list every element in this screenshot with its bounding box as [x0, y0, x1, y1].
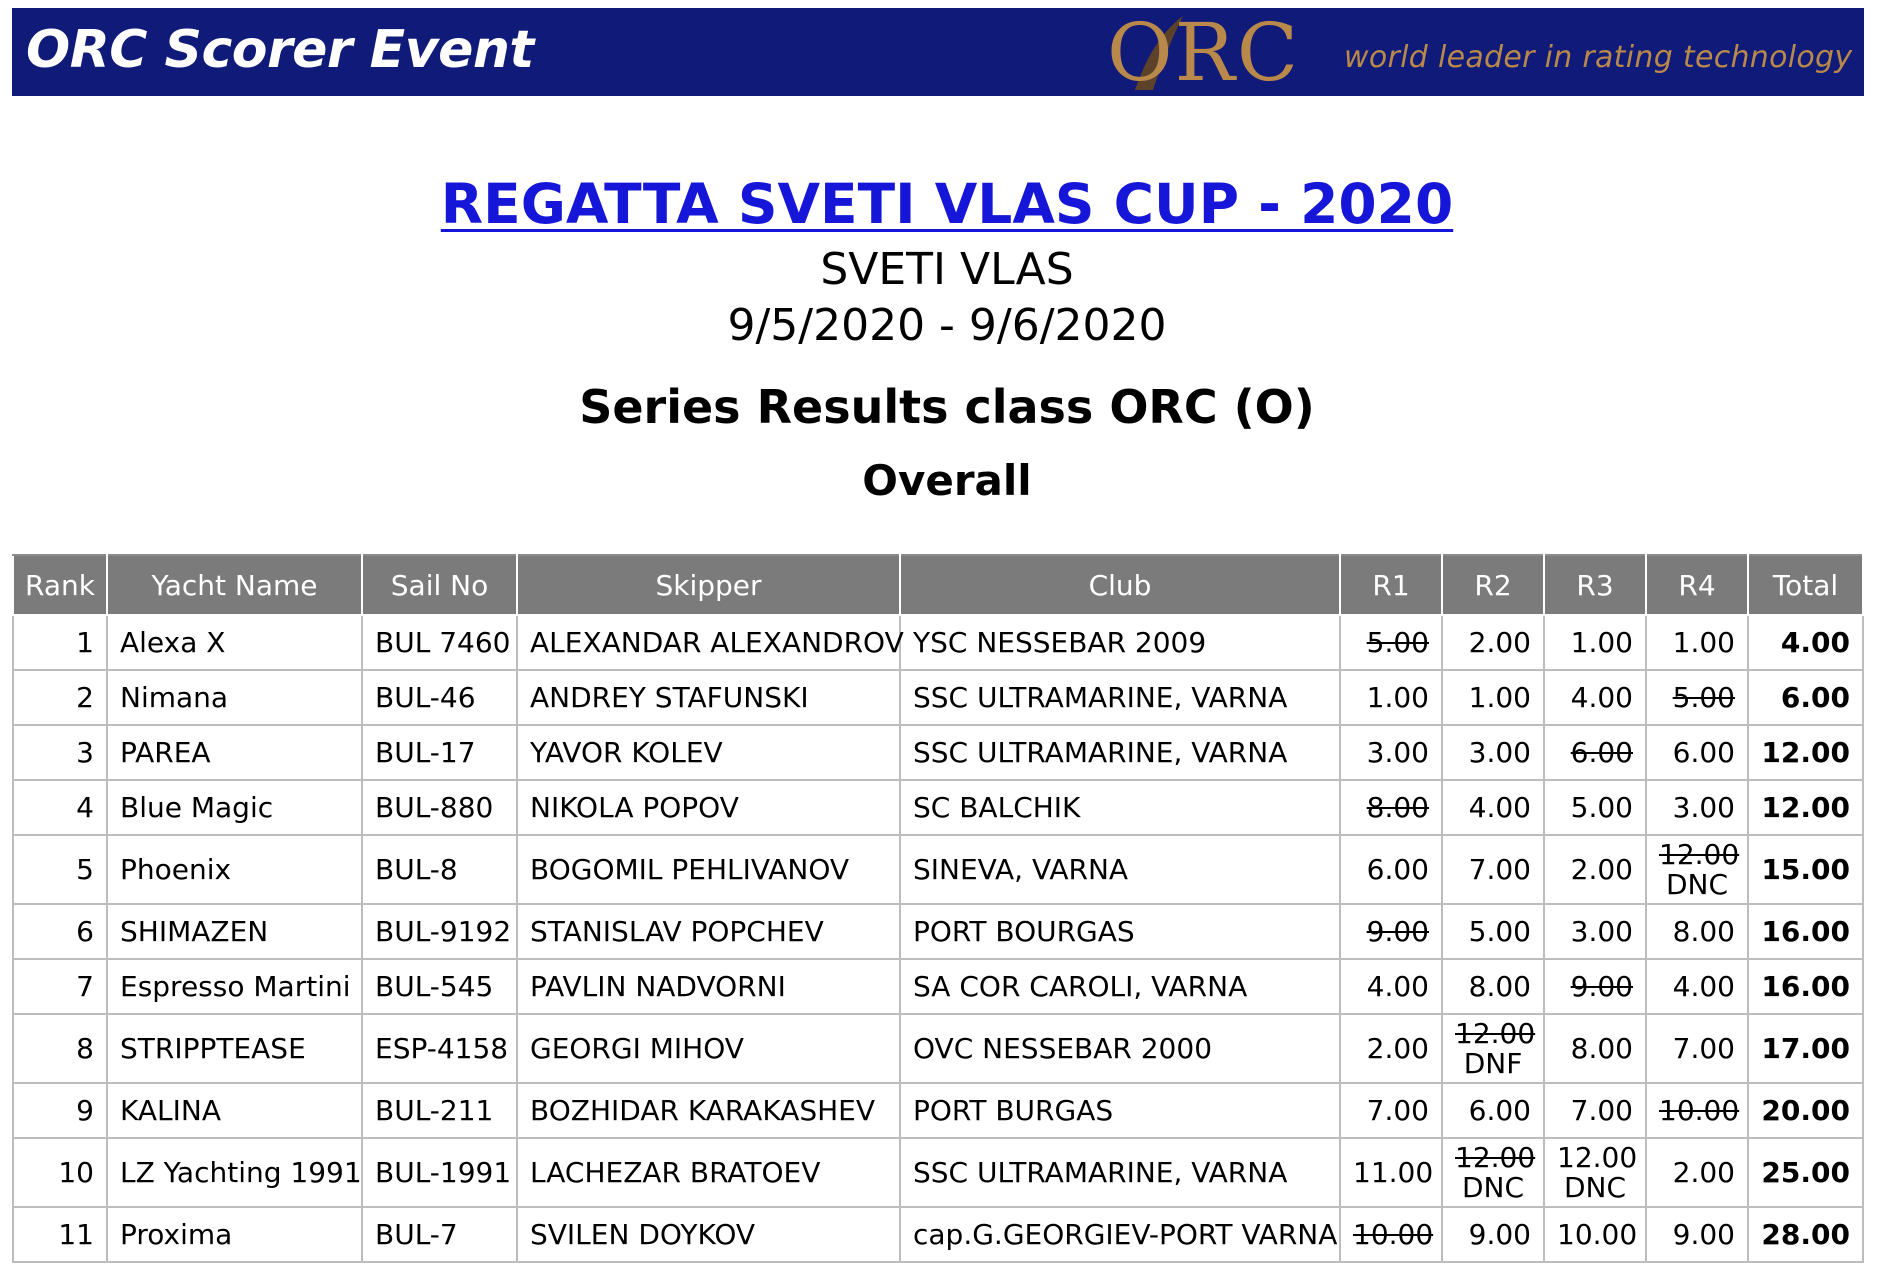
sail-number-cell: BUL-1991: [362, 1138, 517, 1207]
club-cell: SSC ULTRAMARINE, VARNA: [900, 725, 1340, 780]
club-cell: PORT BURGAS: [900, 1083, 1340, 1138]
table-row: [13, 1207, 1863, 1262]
total-cell: 28.00: [1748, 1207, 1863, 1262]
column-header-total[interactable]: Total: [1748, 555, 1863, 615]
rank-cell: 3: [13, 725, 107, 780]
sail-number-cell: BUL-9192: [362, 904, 517, 959]
race-2-score-cell: [1442, 1138, 1544, 1207]
race-score: 1.00: [1570, 626, 1633, 659]
rank-cell: 9: [13, 1083, 107, 1138]
sail-number-cell: BUL 7460: [362, 615, 517, 670]
race-3-score-cell: [1544, 780, 1646, 835]
race-score: 2.00: [1468, 626, 1531, 659]
sail-number-cell: BUL-17: [362, 725, 517, 780]
skipper-cell: ANDREY STAFUNSKI: [517, 670, 900, 725]
race-1-score-cell: [1340, 615, 1442, 670]
tagline: world leader in rating technology: [1344, 40, 1853, 75]
table-header-row: [13, 555, 1863, 615]
race-score: 7.00: [1468, 853, 1531, 886]
race-4-score-cell: [1646, 1083, 1748, 1138]
table-row: [13, 615, 1863, 670]
race-2-score-cell: [1442, 670, 1544, 725]
race-3-score-cell: [1544, 959, 1646, 1014]
race-3-score-cell: [1544, 615, 1646, 670]
table-row: [13, 1014, 1863, 1083]
discarded-score: 8.00: [1366, 791, 1429, 824]
rank-cell: 11: [13, 1207, 107, 1262]
race-1-score-cell: [1340, 835, 1442, 904]
race-score: 7.00: [1366, 1094, 1429, 1127]
column-header-rank[interactable]: Rank: [13, 555, 107, 615]
column-header-r1[interactable]: R1: [1340, 555, 1442, 615]
orc-logo[interactable]: [1105, 10, 1337, 96]
column-header-r2[interactable]: R2: [1442, 555, 1544, 615]
race-score: 1.00: [1672, 626, 1735, 659]
race-3-score-cell: [1544, 1207, 1646, 1262]
race-1-score-cell: [1340, 670, 1442, 725]
race-score: 3.00: [1672, 791, 1735, 824]
column-header-r4[interactable]: R4: [1646, 555, 1748, 615]
skipper-cell: SVILEN DOYKOV: [517, 1207, 900, 1262]
race-3-score-cell: [1544, 1083, 1646, 1138]
race-score: 1.00: [1366, 681, 1429, 714]
race-4-score-cell: [1646, 780, 1748, 835]
race-score: 1.00: [1468, 681, 1531, 714]
race-score: 2.00: [1672, 1156, 1735, 1189]
race-score: 4.00: [1570, 681, 1633, 714]
event-venue: SVETI VLAS: [820, 244, 1074, 295]
race-score: 9.00: [1468, 1218, 1531, 1251]
yacht-name-cell: Espresso Martini: [107, 959, 362, 1014]
club-cell: cap.G.GEORGIEV-PORT VARNA: [900, 1207, 1340, 1262]
column-header-sail-no[interactable]: Sail No: [362, 555, 517, 615]
race-1-score-cell: [1340, 1138, 1442, 1207]
discarded-score: 10.00: [1353, 1218, 1434, 1251]
race-score: 8.00: [1468, 970, 1531, 1003]
race-4-score-cell: [1646, 670, 1748, 725]
rank-cell: 6: [13, 904, 107, 959]
race-score: 6.00: [1468, 1094, 1531, 1127]
sail-number-cell: BUL-545: [362, 959, 517, 1014]
race-score: 10.00: [1557, 1218, 1638, 1251]
race-2-score-cell: [1442, 725, 1544, 780]
race-4-score-cell: [1646, 1014, 1748, 1083]
total-cell: 6.00: [1748, 670, 1863, 725]
race-1-score-cell: [1340, 1014, 1442, 1083]
race-2-score-cell: [1442, 780, 1544, 835]
penalty-code: DNC: [1563, 1170, 1627, 1204]
column-header-yacht-name[interactable]: Yacht Name: [107, 555, 362, 615]
yacht-name-cell: Alexa X: [107, 615, 362, 670]
race-1-score-cell: [1340, 1083, 1442, 1138]
race-score: 2.00: [1570, 853, 1633, 886]
table-row: [13, 959, 1863, 1014]
race-4-score-cell: [1646, 1207, 1748, 1262]
race-2-score-cell: [1442, 615, 1544, 670]
table-row: [13, 670, 1863, 725]
race-score: 4.00: [1468, 791, 1531, 824]
race-3-score-cell: [1544, 904, 1646, 959]
race-score: 12.00: [1557, 1141, 1638, 1175]
race-4-score-cell: [1646, 904, 1748, 959]
club-cell: PORT BOURGAS: [900, 904, 1340, 959]
club-cell: SSC ULTRAMARINE, VARNA: [900, 1138, 1340, 1207]
race-score: 9.00: [1672, 1218, 1735, 1251]
race-score: 6.00: [1366, 853, 1429, 886]
sail-number-cell: BUL-211: [362, 1083, 517, 1138]
sail-number-cell: BUL-7: [362, 1207, 517, 1262]
column-header-club[interactable]: Club: [900, 555, 1340, 615]
rank-cell: 7: [13, 959, 107, 1014]
yacht-name-cell: Blue Magic: [107, 780, 362, 835]
skipper-cell: ALEXANDAR ALEXANDROV: [517, 615, 900, 670]
total-cell: 16.00: [1748, 959, 1863, 1014]
skipper-cell: BOGOMIL PEHLIVANOV: [517, 835, 900, 904]
rank-cell: 4: [13, 780, 107, 835]
club-cell: SA COR CAROLI, VARNA: [900, 959, 1340, 1014]
rank-cell: 5: [13, 835, 107, 904]
race-2-score-cell: [1442, 904, 1544, 959]
penalty-code: DNC: [1461, 1170, 1525, 1204]
rank-cell: 10: [13, 1138, 107, 1207]
race-score: 4.00: [1672, 970, 1735, 1003]
race-score: 8.00: [1570, 1032, 1633, 1065]
discarded-score: 12.00: [1455, 1017, 1536, 1051]
yacht-name-cell: Phoenix: [107, 835, 362, 904]
table-row: [13, 1083, 1863, 1138]
race-score: 3.00: [1366, 736, 1429, 769]
results-subtitle: Overall: [862, 456, 1032, 505]
event-title-link[interactable]: REGATTA SVETI VLAS CUP - 2020: [440, 172, 1454, 236]
total-cell: 20.00: [1748, 1083, 1863, 1138]
race-score: 11.00: [1353, 1156, 1434, 1189]
club-cell: OVC NESSEBAR 2000: [900, 1014, 1340, 1083]
yacht-name-cell: LZ Yachting 1991: [107, 1138, 362, 1207]
discarded-score: 10.00: [1659, 1094, 1740, 1127]
race-score: 2.00: [1366, 1032, 1429, 1065]
race-score: 3.00: [1570, 915, 1633, 948]
race-score: 8.00: [1672, 915, 1735, 948]
race-3-score-cell: [1544, 1138, 1646, 1207]
discarded-score: 5.00: [1366, 626, 1429, 659]
discarded-score: 12.00: [1455, 1141, 1536, 1175]
skipper-cell: PAVLIN NADVORNI: [517, 959, 900, 1014]
race-3-score-cell: [1544, 1014, 1646, 1083]
club-cell: SINEVA, VARNA: [900, 835, 1340, 904]
penalty-code: DNF: [1463, 1046, 1523, 1080]
total-cell: 17.00: [1748, 1014, 1863, 1083]
site-title: ORC Scorer Event: [26, 20, 534, 80]
race-score: 5.00: [1468, 915, 1531, 948]
race-1-score-cell: [1340, 904, 1442, 959]
header-banner: [12, 8, 1864, 96]
table-body: [13, 615, 1863, 1262]
event-title: [0, 172, 1894, 236]
skipper-cell: NIKOLA POPOV: [517, 780, 900, 835]
orc-logo-text: ORC: [1107, 10, 1301, 96]
sail-number-cell: BUL-880: [362, 780, 517, 835]
race-score: 3.00: [1468, 736, 1531, 769]
skipper-cell: YAVOR KOLEV: [517, 725, 900, 780]
yacht-name-cell: PAREA: [107, 725, 362, 780]
total-cell: 12.00: [1748, 725, 1863, 780]
total-cell: 4.00: [1748, 615, 1863, 670]
race-score: 7.00: [1672, 1032, 1735, 1065]
discarded-score: 9.00: [1366, 915, 1429, 948]
sail-number-cell: ESP-4158: [362, 1014, 517, 1083]
series-title: Series Results class ORC (O): [579, 380, 1315, 434]
race-2-score-cell: [1442, 1207, 1544, 1262]
race-4-score-cell: [1646, 1138, 1748, 1207]
race-4-score-cell: [1646, 959, 1748, 1014]
yacht-name-cell: SHIMAZEN: [107, 904, 362, 959]
rank-cell: 8: [13, 1014, 107, 1083]
race-score: 4.00: [1366, 970, 1429, 1003]
total-cell: 15.00: [1748, 835, 1863, 904]
yacht-name-cell: Nimana: [107, 670, 362, 725]
event-dates: 9/5/2020 - 9/6/2020: [727, 300, 1167, 351]
skipper-cell: STANISLAV POPCHEV: [517, 904, 900, 959]
table-row: [13, 835, 1863, 904]
club-cell: YSC NESSEBAR 2009: [900, 615, 1340, 670]
race-2-score-cell: [1442, 959, 1544, 1014]
skipper-cell: GEORGI MIHOV: [517, 1014, 900, 1083]
sail-number-cell: BUL-46: [362, 670, 517, 725]
race-2-score-cell: [1442, 1014, 1544, 1083]
discarded-score: 5.00: [1672, 681, 1735, 714]
club-cell: SC BALCHIK: [900, 780, 1340, 835]
race-1-score-cell: [1340, 780, 1442, 835]
discarded-score: 9.00: [1570, 970, 1633, 1003]
results-table: [12, 554, 1864, 1263]
race-2-score-cell: [1442, 1083, 1544, 1138]
race-3-score-cell: [1544, 725, 1646, 780]
penalty-code: DNC: [1665, 867, 1729, 901]
skipper-cell: LACHEZAR BRATOEV: [517, 1138, 900, 1207]
table-row: [13, 904, 1863, 959]
rank-cell: 2: [13, 670, 107, 725]
race-4-score-cell: [1646, 725, 1748, 780]
yacht-name-cell: STRIPPTEASE: [107, 1014, 362, 1083]
race-4-score-cell: [1646, 835, 1748, 904]
table-row: [13, 725, 1863, 780]
total-cell: 12.00: [1748, 780, 1863, 835]
total-cell: 25.00: [1748, 1138, 1863, 1207]
race-score: 6.00: [1672, 736, 1735, 769]
discarded-score: 12.00: [1659, 838, 1740, 872]
race-score: 7.00: [1570, 1094, 1633, 1127]
table-row: [13, 1138, 1863, 1207]
column-header-r3[interactable]: R3: [1544, 555, 1646, 615]
yacht-name-cell: KALINA: [107, 1083, 362, 1138]
yacht-name-cell: Proxima: [107, 1207, 362, 1262]
sail-number-cell: BUL-8: [362, 835, 517, 904]
race-score: 5.00: [1570, 791, 1633, 824]
race-1-score-cell: [1340, 959, 1442, 1014]
total-cell: 16.00: [1748, 904, 1863, 959]
club-cell: SSC ULTRAMARINE, VARNA: [900, 670, 1340, 725]
race-1-score-cell: [1340, 725, 1442, 780]
discarded-score: 6.00: [1570, 736, 1633, 769]
table-row: [13, 780, 1863, 835]
race-1-score-cell: [1340, 1207, 1442, 1262]
race-4-score-cell: [1646, 615, 1748, 670]
rank-cell: 1: [13, 615, 107, 670]
race-2-score-cell: [1442, 835, 1544, 904]
race-3-score-cell: [1544, 835, 1646, 904]
race-3-score-cell: [1544, 670, 1646, 725]
skipper-cell: BOZHIDAR KARAKASHEV: [517, 1083, 900, 1138]
column-header-skipper[interactable]: Skipper: [517, 555, 900, 615]
